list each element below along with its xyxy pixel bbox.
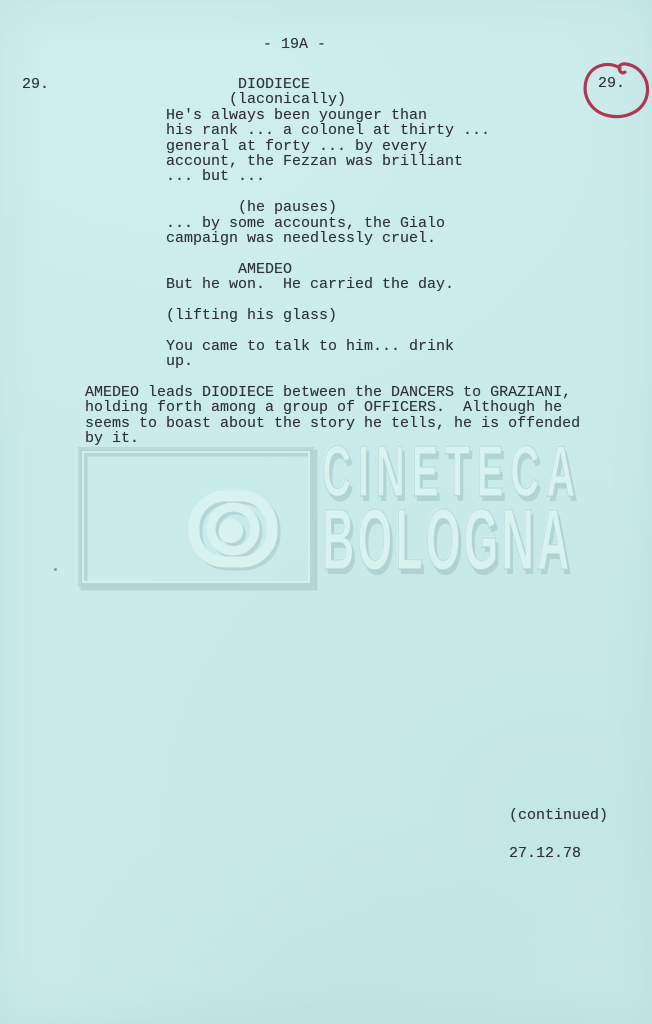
script-line: campaign was needlessly cruel. [166, 229, 437, 247]
script-line: account, the Fezzan was brilliant [166, 152, 464, 170]
scene-number-left: 29. [22, 76, 50, 93]
page-number: - 19A - [263, 36, 327, 53]
script-line [22, 246, 580, 261]
script-line: AMEDEO [238, 260, 293, 278]
script-line: (laconically) [229, 91, 347, 109]
continued-note: (continued) [509, 807, 609, 824]
script-line: his rank ... a colonel at thirty ... [166, 122, 491, 140]
script-line: DIODIECE [238, 76, 311, 93]
script-line: But he won. He carried the day. [166, 276, 455, 294]
script-line [22, 292, 580, 307]
script-line: You came to talk to him... drink [166, 337, 455, 355]
script-line: up. [166, 353, 194, 371]
watermark-text-line1: CINETECA [322, 432, 582, 512]
scene-number-circled [582, 59, 650, 121]
script-line: holding forth among a group of OFFICERS. Although he [85, 399, 563, 417]
scene-number-right: 29. [598, 75, 626, 92]
script-body [22, 77, 580, 446]
script-line: (lifting his glass) [166, 306, 338, 324]
script-line: AMEDEO leads DIODIECE between the DANCERS to GRAZIANI, [85, 383, 572, 401]
script-line: by it. [85, 429, 140, 447]
script-line [22, 369, 580, 384]
script-line: He's always been younger than [166, 106, 428, 124]
script-line [22, 185, 580, 200]
script-line: general at forty ... by every [166, 137, 428, 155]
paper-speck [54, 568, 57, 571]
archive-stamp [72, 441, 320, 593]
script-line: seems to boast about the story he tells, he is offended [85, 414, 581, 432]
script-line [22, 323, 580, 338]
revision-date: 27.12.78 [509, 845, 582, 862]
watermark-text-line2: BOLOGNA [322, 492, 573, 588]
script-line: ... but ... [166, 168, 266, 186]
script-line: (he pauses) [238, 199, 338, 217]
script-line: ... by some accounts, the Gialo [166, 214, 446, 232]
